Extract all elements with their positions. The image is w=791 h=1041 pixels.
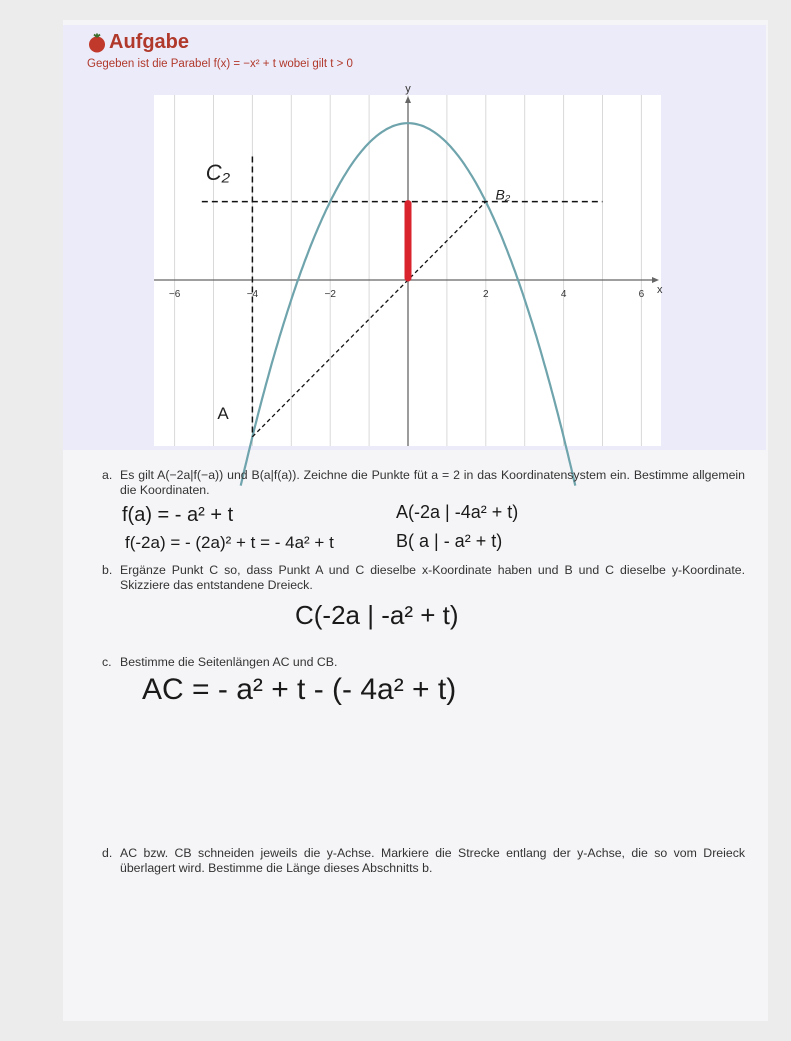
task-d [102,846,745,876]
handwriting-point-b: B( a | - a² + t) [396,531,503,551]
task-d-text: AC bzw. CB schneiden jeweils die y-Achse. Markiere die Strecke entlang der y-Achse, die so vom Dreieck überlagert wird. Bestimme die Länge dieses Abschnitts b. [120,846,745,875]
point-label-c2: C₂ [205,160,231,186]
point-label-a: A [217,404,229,424]
x-tick-label: −2 [324,289,336,300]
handwriting-point-a: A(-2a | -4a² + t) [396,502,519,522]
x-tick-label: 4 [560,289,567,300]
point-label-b2: B₂ [495,186,511,203]
x-tick-label: −4 [246,289,259,300]
x-axis-label: x [657,284,663,296]
handwriting-a-line1: f(a) = - a² + t [122,504,234,526]
handwriting-ac-length: AC = - a² + t - (- 4a² + t) [142,673,457,706]
task-c-text: Bestimme die Seitenlängen AC und CB. [120,655,338,669]
task-b-label: b. [102,563,113,577]
handwriting-a-line2: f(-2a) = - (2a)² + t = - 4a² + t [125,533,334,552]
task-a-label: a. [102,468,113,482]
task-b [102,563,745,593]
task-a-text: Es gilt A(−2a|f(−a)) und B(a|f(a)). Zeichne die Punkte füt a = 2 in das Koordinatensystem ein. Bestimme allgemein die Koordinaten. [120,468,745,497]
page-title: Aufgabe [109,31,189,53]
x-tick-label: 6 [638,289,645,300]
x-tick-label: 2 [483,289,489,300]
task-b-text: Ergänze Punkt C so, dass Punkt A und C dieselbe x-Koordinate haben und B und C dieselbe y-Koordinate. Skizziere das entstandene Dreieck. [120,563,745,592]
tomato-icon [87,33,107,53]
intro-text: Gegeben ist die Parabel f(x) = −x² + t wobei gilt t > 0 [87,58,353,70]
task-d-label: d. [102,846,113,860]
task-c-label: c. [102,655,112,669]
task-c [102,655,745,670]
title-row [87,31,189,54]
handwriting-point-c: C(-2a | -a² + t) [295,600,459,630]
x-tick-label: −6 [168,289,181,300]
y-axis-label: y [405,83,411,95]
task-a [102,468,745,498]
coordinate-system [154,83,663,446]
